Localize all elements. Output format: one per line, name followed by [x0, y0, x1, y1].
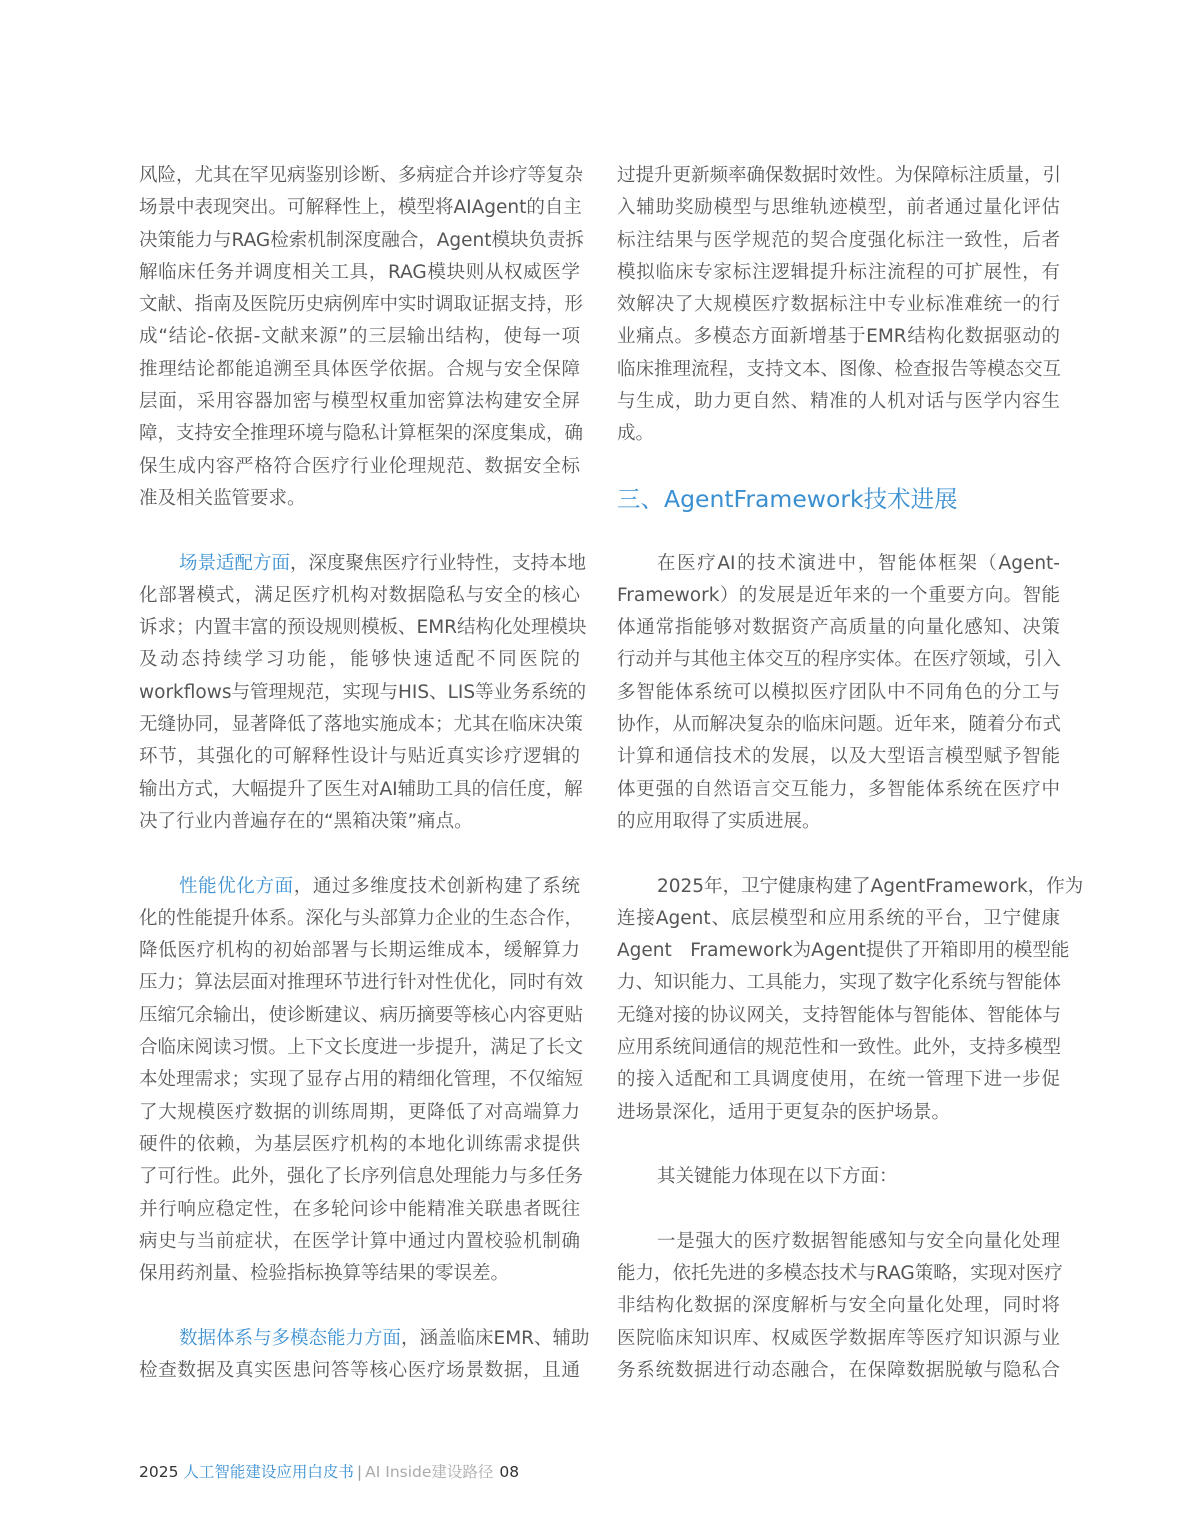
text-line — [617, 967, 1060, 999]
text-line — [617, 192, 1060, 224]
page-footer — [139, 1461, 519, 1483]
text-line — [139, 289, 584, 321]
text-line — [139, 1000, 584, 1032]
text-line — [139, 1194, 580, 1226]
line-text: 决了行业内普遍存在的“黑箱决策”痛点。 — [139, 810, 473, 832]
paragraph — [617, 548, 1060, 839]
text-line — [139, 1064, 584, 1096]
line-text: 务系统数据进行动态融合，在保障数据脱敏与隐私合 — [617, 1359, 1060, 1381]
footer-section: AI Inside建设路径 — [365, 1463, 494, 1481]
line-text: 降低医疗机构的初始部署与长期运维成本，缓解算力 — [139, 940, 580, 962]
text-line — [617, 257, 1060, 289]
line-text: 了可行性。此外，强化了长序列信息处理能力与多任务 — [139, 1166, 584, 1188]
line-text: 力、知识能力、工具能力，实现了数字化系统与智能体 — [617, 972, 1062, 994]
line-text: 协作，从而解决复杂的临床问题。近年来，随着分布式 — [617, 714, 1062, 736]
text-line — [139, 871, 580, 903]
text-line — [139, 1323, 590, 1355]
paragraph — [617, 160, 1060, 451]
line-text: 的接入适配和工具调度使用，在统一管理下进一步促 — [617, 1069, 1060, 1091]
paragraph — [139, 871, 584, 1291]
line-text: 推理结论都能追溯至具体医学依据。合规与安全保障 — [139, 358, 580, 380]
text-line — [139, 451, 580, 483]
line-text: 能力，依托先进的多模态技术与RAG策略，实现对医疗 — [617, 1263, 1063, 1285]
text-line — [617, 935, 1070, 967]
right-column — [617, 160, 1084, 1420]
line-text: 入辅助奖励模型与思维轨迹模型，前者通过量化评估 — [617, 197, 1060, 219]
text-line — [139, 1129, 580, 1161]
text-line — [139, 1355, 580, 1387]
text-line — [139, 741, 580, 773]
text-line — [617, 483, 1060, 515]
line-text: 体更强的自然语言交互能力，多智能体系统在医疗中 — [617, 778, 1060, 800]
text-line — [617, 871, 1084, 903]
line-text: 障，支持安全推理环境与隐私计算框架的深度集成，确 — [139, 423, 584, 445]
text-line — [139, 580, 580, 612]
text-line — [617, 321, 1060, 353]
line-text: 病史与当前症状，在医学计算中通过内置校验机制确 — [139, 1230, 580, 1252]
line-text: 一是强大的医疗数据智能感知与安全向量化处理 — [657, 1230, 1060, 1252]
text-line — [617, 1000, 1060, 1032]
text-line — [139, 1258, 580, 1290]
line-text: 成“结论-依据-文献来源”的三层输出结构，使每一项 — [139, 326, 580, 348]
text-line — [139, 967, 584, 999]
text-line — [139, 644, 580, 676]
text-line — [139, 1226, 580, 1258]
line-text: 无缝协同，显著降低了落地实施成本；尤其在临床决策 — [139, 714, 584, 736]
text-line — [139, 257, 580, 289]
line-text: 模拟临床专家标注逻辑提升标注流程的可扩展性，有 — [617, 261, 1060, 283]
line-text: 连接Agent、底层模型和应用系统的平台，卫宁健康 — [617, 907, 1060, 929]
line-text: 输出方式，大幅提升了医生对AI辅助工具的信任度，解 — [139, 778, 583, 800]
paragraph-lead: 性能优化方面 — [179, 875, 294, 897]
line-text: 及动态持续学习功能，能够快速适配不同医院的 — [139, 649, 580, 671]
line-text: 合临床阅读习惯。上下文长度进一步提升，满足了长文 — [139, 1037, 584, 1059]
text-line — [139, 903, 584, 935]
left-column — [139, 160, 590, 1420]
text-line — [617, 612, 1060, 644]
paragraph — [139, 548, 587, 839]
line-text: 决策能力与RAG检索机制深度融合，Agent模块负责拆 — [139, 229, 585, 251]
text-line — [139, 1097, 580, 1129]
paragraph-lead: 场景适配方面 — [179, 552, 291, 574]
line-text: Agent Framework为Agent提供了开箱即用的模型能 — [617, 940, 1070, 962]
text-line — [139, 1032, 584, 1064]
text-line — [617, 806, 1060, 838]
line-text: 化部署模式，满足医疗机构对数据隐私与安全的核心 — [139, 584, 580, 606]
line-text: 保生成内容严格符合医疗行业伦理规范、数据安全标 — [139, 455, 580, 477]
line-text: 进场景深化，适用于更复杂的医护场景。 — [617, 1101, 951, 1123]
text-line — [139, 192, 580, 224]
paragraph — [139, 160, 585, 515]
line-text: 准及相关监管要求。 — [139, 487, 306, 509]
text-line — [139, 418, 584, 450]
line-text: 压缩冗余输出，使诊断建议、病历摘要等核心内容更贴 — [139, 1004, 584, 1026]
line-text: 过提升更新频率确保数据时效性。为保障标注质量，引 — [617, 165, 1062, 186]
line-text: ，深度聚焦医疗行业特性，支持本地 — [290, 552, 587, 574]
line-text: 的应用取得了实质进展。 — [617, 810, 821, 832]
text-line — [139, 548, 587, 580]
line-text: 与生成，助力更自然、精准的人机对话与医学内容生 — [617, 391, 1060, 413]
text-line — [617, 225, 1060, 257]
line-text: 多智能体系统可以模拟医疗团队中不同角色的分工与 — [617, 681, 1060, 703]
text-line — [617, 644, 1060, 676]
line-text: 解临床任务并调度相关工具，RAG模块则从权威医学 — [139, 261, 580, 283]
line-text: 诉求；内置丰富的预设规则模板、EMR结构化处理模块 — [139, 617, 587, 639]
paragraph — [617, 1226, 1063, 1387]
text-line — [617, 1290, 1060, 1322]
text-line — [617, 1226, 1060, 1258]
text-line — [139, 386, 580, 418]
text-line — [617, 1097, 1060, 1129]
footer-separator: | — [356, 1463, 363, 1481]
line-text: 业痛点。多模态方面新增基于EMR结构化数据驱动的 — [617, 326, 1060, 348]
text-line — [617, 289, 1060, 321]
text-line — [139, 483, 580, 515]
line-text: 体通常指能够对数据资产高质量的向量化感知、决策 — [617, 617, 1060, 639]
footer-title: 人工智能建设应用白皮书 — [183, 1463, 354, 1481]
line-text: 硬件的依赖，为基层医疗机构的本地化训练需求提供 — [139, 1133, 580, 1155]
paragraph — [617, 1161, 1060, 1193]
text-line — [139, 612, 587, 644]
line-text: 化的性能提升体系。深化与头部算力企业的生态合作， — [139, 907, 584, 929]
line-text: 本处理需求；实现了显存占用的精细化管理，不仅缩短 — [139, 1069, 584, 1091]
text-line — [139, 160, 584, 192]
line-text: 行动并与其他主体交互的程序实体。在医疗领域，引入 — [617, 649, 1062, 671]
section-heading — [617, 483, 1060, 515]
text-line — [617, 741, 1060, 773]
line-text: 临床推理流程，支持文本、图像、检查报告等模态交互 — [617, 358, 1062, 380]
line-text: 风险，尤其在罕见病鉴别诊断、多病症合并诊疗等复杂 — [139, 165, 584, 186]
text-line — [617, 1323, 1060, 1355]
text-line — [617, 1161, 1060, 1193]
line-text: workflows与管理规范，实现与HIS、LIS等业务系统的 — [139, 681, 587, 703]
line-text: 了大规模医疗数据的训练周期，更降低了对高端算力 — [139, 1101, 580, 1123]
text-line — [139, 321, 580, 353]
text-line — [617, 386, 1060, 418]
line-text: 2025年，卫宁健康构建了AgentFramework，作为 — [657, 875, 1084, 897]
line-text: 压力；算法层面对推理环节进行针对性优化，同时有效 — [139, 972, 584, 994]
line-text: 在医疗AI的技术演进中，智能体框架（Agent- — [657, 552, 1060, 574]
line-text: 无缝对接的协议网关，支持智能体与智能体、智能体与 — [617, 1004, 1062, 1026]
text-line — [617, 354, 1060, 386]
line-text: 效解决了大规模医疗数据标注中专业标准难统一的行 — [617, 294, 1060, 316]
text-line — [617, 548, 1060, 580]
text-line — [139, 806, 580, 838]
footer-year: 2025 — [139, 1463, 179, 1481]
line-text: 三、AgentFramework技术进展 — [617, 484, 958, 513]
paragraph — [139, 1323, 590, 1388]
text-line — [139, 354, 580, 386]
text-line — [617, 1258, 1063, 1290]
text-line — [617, 418, 1060, 450]
text-line — [617, 709, 1060, 741]
text-line — [617, 677, 1060, 709]
line-text: 医院临床知识库、权威医学数据库等医疗知识源与业 — [617, 1327, 1060, 1349]
line-text: 环节，其强化的可解释性设计与贴近真实诊疗逻辑的 — [139, 746, 580, 768]
line-text: 文献、指南及医院历史病例库中实时调取证据支持，形 — [139, 294, 584, 316]
line-text: 场景中表现突出。可解释性上，模型将AIAgent的自主 — [139, 197, 582, 219]
text-line — [139, 677, 587, 709]
line-text: 标注结果与医学规范的契合度强化标注一致性，后者 — [617, 229, 1060, 251]
page-number: 08 — [499, 1463, 520, 1481]
paragraph — [617, 871, 1084, 1129]
line-text: ，涵盖临床EMR、辅助 — [401, 1327, 590, 1349]
line-text: 检查数据及真实医患问答等核心医疗场景数据，且通 — [139, 1359, 580, 1381]
line-text: ，通过多维度技术创新构建了系统 — [293, 875, 580, 897]
line-text: 层面，采用容器加密与模型权重加密算法构建安全屏 — [139, 391, 580, 413]
line-text: 计算和通信技术的发展，以及大型语言模型赋予智能 — [617, 746, 1060, 768]
text-line — [617, 580, 1060, 612]
text-line — [139, 225, 585, 257]
text-line — [139, 709, 584, 741]
text-line — [617, 1032, 1060, 1064]
text-line — [617, 1355, 1060, 1387]
text-line — [617, 160, 1060, 192]
text-line — [617, 1064, 1060, 1096]
line-text: 并行响应稳定性，在多轮问诊中能精准关联患者既往 — [139, 1198, 580, 1220]
text-line — [617, 774, 1060, 806]
line-text: 保用药剂量、检验指标换算等结果的零误差。 — [139, 1263, 510, 1285]
line-text: 非结构化数据的深度解析与安全向量化处理，同时将 — [617, 1295, 1060, 1317]
text-line — [139, 774, 583, 806]
line-text: 其关键能力体现在以下方面： — [657, 1166, 898, 1188]
text-line — [617, 903, 1060, 935]
text-line — [139, 1161, 584, 1193]
text-line — [139, 935, 580, 967]
line-text: Framework）的发展是近年来的一个重要方向。智能 — [617, 584, 1060, 606]
line-text: 成。 — [617, 423, 655, 445]
line-text: 应用系统间通信的规范性和一致性。此外，支持多模型 — [617, 1037, 1062, 1059]
paragraph-lead: 数据体系与多模态能力方面 — [179, 1327, 402, 1349]
